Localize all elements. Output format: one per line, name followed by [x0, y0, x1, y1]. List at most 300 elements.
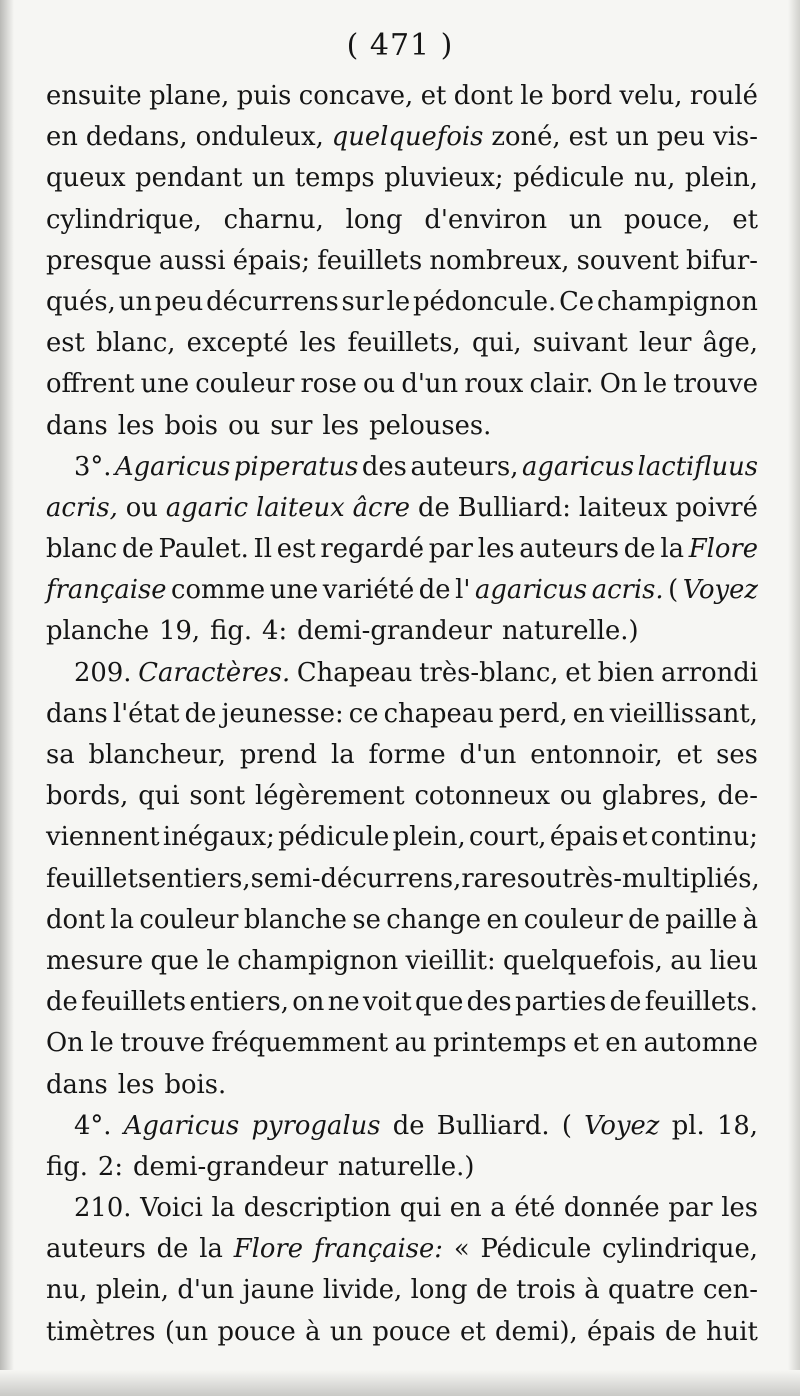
word: 209. [74, 657, 132, 688]
word: et [676, 740, 703, 770]
word: 2: [97, 1151, 124, 1182]
word: de [121, 534, 154, 565]
word: sur [341, 286, 384, 317]
word: ou [529, 863, 563, 894]
word: roulé [689, 81, 758, 111]
italic-word: Agaricus [115, 451, 231, 482]
word: que [150, 945, 199, 976]
word: pouce [372, 1316, 451, 1347]
word: ou [559, 781, 593, 812]
word: la [211, 1193, 236, 1224]
word: donnée [563, 1193, 660, 1224]
word: charnu, [223, 204, 324, 235]
word: blanc, [96, 328, 176, 359]
word: couleur [523, 904, 623, 935]
italic-word: piperatus [233, 451, 359, 482]
word: blancheur, [88, 740, 226, 770]
word: bien [597, 657, 655, 688]
word: livide, [322, 1275, 403, 1306]
word: en [486, 904, 519, 935]
word: demi), [494, 1316, 578, 1347]
text-line [46, 1229, 758, 1270]
word: voit [362, 987, 412, 1018]
word: la [660, 534, 684, 565]
word: les [721, 1193, 758, 1224]
word: couleur [195, 369, 295, 400]
text-line [46, 941, 758, 982]
word: rose [300, 369, 357, 400]
word: de [664, 1316, 697, 1347]
italic-word: Voyez [682, 575, 758, 606]
text-line [46, 776, 758, 817]
word: est [568, 122, 608, 153]
word: puis [236, 81, 292, 111]
word: trois [516, 1275, 576, 1306]
word: nombreux, [429, 245, 570, 276]
italic-word: laiteux [256, 492, 345, 523]
word: des [361, 451, 407, 482]
word: qui [138, 781, 180, 812]
word: timètres [46, 1316, 156, 1347]
word: fréquemment [211, 1028, 389, 1059]
word: de [628, 904, 660, 935]
word: arrondi [661, 657, 758, 688]
italic-word: acris. [591, 575, 664, 606]
italic-word: Flore [233, 1234, 303, 1265]
text-line [46, 200, 758, 241]
word: perd, [498, 698, 568, 729]
word: les [322, 410, 360, 441]
word: demi-grandeur [297, 616, 492, 647]
word: onduleux, [195, 122, 324, 153]
word: un [615, 122, 649, 153]
word: suivant [532, 328, 628, 359]
text-line [46, 488, 758, 529]
text-line [46, 982, 758, 1023]
word: des [466, 987, 512, 1018]
word: velu, [619, 81, 683, 111]
word: de [184, 698, 217, 729]
italic-word: Voyez [584, 1110, 660, 1141]
word: d'un [459, 740, 517, 770]
word: parties [514, 987, 607, 1018]
word: nu, [46, 1275, 88, 1306]
word: épais; [232, 245, 311, 276]
word: comme [171, 575, 266, 606]
word: bord [551, 81, 613, 111]
word: à [305, 1316, 321, 1347]
word: On [599, 369, 638, 400]
word: dans [46, 1069, 108, 1100]
word: Bulliard: [457, 492, 571, 523]
word: les [117, 410, 155, 441]
word: que [414, 987, 464, 1018]
word: de [609, 987, 642, 1018]
text-line [46, 158, 758, 199]
word: d'un [177, 1275, 235, 1306]
word: peu [154, 286, 204, 317]
word: bois. [164, 1069, 227, 1100]
word: dont [453, 81, 513, 111]
word: la [330, 740, 355, 770]
word: (un [164, 1316, 209, 1347]
word: Bulliard. [436, 1110, 550, 1141]
word: entiers, [189, 987, 289, 1018]
italic-word: Caractères. [138, 657, 291, 688]
word: pl. [671, 1110, 705, 1141]
word: poivré [675, 492, 758, 523]
word: cen- [702, 1275, 758, 1306]
word: et [621, 822, 648, 853]
text-line [46, 1065, 758, 1106]
word: trouve [673, 369, 758, 400]
italic-word: Agaricus [123, 1110, 240, 1141]
word: 19, [159, 616, 201, 647]
word: pluvieux; [384, 163, 504, 194]
word: feuillets [81, 987, 187, 1018]
word: semi-décurrens, [250, 863, 462, 894]
word: description [243, 1193, 392, 1224]
word: pelouses. [369, 410, 492, 441]
word: de [392, 1110, 425, 1141]
word: souvent [576, 245, 679, 276]
word: qui, [471, 328, 522, 359]
word: d'environ [424, 204, 548, 235]
page-number: ( 471 ) [346, 28, 454, 63]
word: de [417, 492, 450, 523]
word: un [118, 286, 152, 317]
word: un [252, 163, 286, 194]
italic-word: agaricus [474, 575, 588, 606]
word: bords, [46, 781, 129, 812]
word: ensuite [46, 81, 142, 111]
word: pouce, [623, 204, 711, 235]
word: trouve [120, 1028, 205, 1059]
word: de [418, 575, 451, 606]
word: Chapeau [296, 657, 413, 688]
italic-word: quelquefois [331, 122, 484, 153]
word: vieillissant, [609, 698, 758, 729]
word: « [453, 1234, 470, 1265]
word: 210. [74, 1193, 132, 1224]
word: prend [239, 740, 318, 770]
word: une [269, 575, 319, 606]
word: pédoncule. [412, 286, 557, 317]
word: épais [587, 1316, 656, 1347]
text-line [46, 323, 758, 364]
word: entiers, [151, 863, 251, 894]
text-line [46, 1147, 758, 1188]
word: la [199, 1234, 223, 1265]
word: les [299, 328, 337, 359]
word: leur [638, 328, 692, 359]
word: concave, [298, 81, 414, 111]
word: court, [469, 822, 547, 853]
word: ou [228, 410, 261, 441]
word: continu; [650, 822, 758, 853]
word: fig. [210, 616, 253, 647]
word: et [460, 1316, 486, 1347]
word: ( [668, 575, 679, 606]
word: ou [363, 369, 396, 400]
word: excepté [186, 328, 289, 359]
word: clair. [529, 369, 594, 400]
italic-word: française [46, 575, 167, 606]
page-shadow-left [0, 0, 14, 1396]
text-line [46, 1188, 758, 1229]
word: très-multipliés, [562, 863, 760, 894]
text-line [46, 611, 758, 652]
word: inégaux; [162, 822, 275, 853]
word: de- [717, 781, 758, 812]
word: chapeau [383, 698, 494, 729]
word: quatre [608, 1275, 695, 1306]
word: Il [253, 534, 272, 565]
word: ( [561, 1110, 572, 1141]
word: temps [294, 163, 375, 194]
word: champignon [596, 286, 758, 317]
word: les [117, 1069, 155, 1100]
word: 3°. [74, 451, 112, 482]
word: 4°. [74, 1110, 112, 1141]
word: naturelle.) [337, 1151, 475, 1182]
text-line [46, 1106, 758, 1147]
word: à [584, 1275, 600, 1306]
word: 18, [716, 1110, 758, 1141]
word: naturelle.) [501, 616, 639, 647]
word: peu [656, 122, 706, 153]
word: long [410, 1275, 468, 1306]
word: bifur- [685, 245, 758, 276]
word: de [475, 1275, 508, 1306]
word: ne [327, 987, 360, 1018]
word: jaune [242, 1275, 315, 1306]
word: un [329, 1316, 364, 1347]
word: ce [348, 698, 379, 729]
word: couleur [139, 904, 239, 935]
word: d'un [401, 369, 459, 400]
word: huit [706, 1316, 758, 1347]
word: vieillit: [405, 945, 496, 976]
word: feuillets, [347, 328, 461, 359]
word: dedans, [85, 122, 188, 153]
word: et [420, 81, 447, 111]
word: à [742, 904, 758, 935]
italic-word: agaric [165, 492, 249, 523]
word: épais [549, 822, 619, 853]
text-line [46, 817, 758, 858]
word: de [623, 534, 656, 565]
text-line [46, 447, 758, 488]
word: pendant [135, 163, 243, 194]
word: Voici [140, 1193, 203, 1224]
italic-word: Flore [688, 534, 758, 565]
word: on [292, 987, 325, 1018]
word: l' [455, 575, 471, 606]
text-line [46, 241, 758, 282]
word: On [46, 1028, 84, 1059]
word: la [110, 904, 135, 935]
word: auteurs [46, 1234, 146, 1265]
word: presque [46, 245, 152, 276]
text-line [46, 653, 758, 694]
page-shadow-bottom [0, 1370, 800, 1396]
word: blanche [243, 904, 347, 935]
word: entonnoir, [530, 740, 663, 770]
word: bois [164, 410, 219, 441]
word: mesure [46, 945, 144, 976]
word: décurrens [206, 286, 339, 317]
word: pédicule [278, 822, 390, 853]
word: pouce [217, 1316, 296, 1347]
word: lieu [709, 945, 758, 976]
word: laiteux [578, 492, 668, 523]
word: quelquefois, [503, 945, 663, 976]
word: et [573, 1028, 599, 1059]
italic-word: agaricus [521, 451, 635, 482]
word: vis- [713, 122, 758, 153]
text-line [46, 529, 758, 570]
text-line [46, 1270, 758, 1311]
word: blanc [46, 534, 118, 565]
word: qui [399, 1193, 442, 1224]
text-line [46, 282, 758, 323]
word: automne [643, 1028, 758, 1059]
text-line [46, 694, 758, 735]
word: jeunesse: [221, 698, 344, 729]
word: rares [461, 863, 530, 894]
word: en [46, 122, 78, 153]
word: demi-grandeur [133, 1151, 328, 1182]
word: fig. [46, 1151, 88, 1182]
word: qués, [46, 286, 116, 317]
word: très-blanc, [419, 657, 559, 688]
word: sur [270, 410, 313, 441]
italic-word: pyrogalus [251, 1110, 381, 1141]
word: Paulet. [158, 534, 249, 565]
word: printemps [433, 1028, 567, 1059]
word: dont [46, 904, 106, 935]
word: cylindrique, [46, 204, 202, 235]
italic-word: acris, [46, 492, 118, 523]
word: en [605, 1028, 638, 1059]
italic-word: âcre [352, 492, 411, 523]
word: le [90, 1028, 114, 1059]
word: plane, [149, 81, 230, 111]
word: le [520, 81, 544, 111]
word: aussi [158, 245, 226, 276]
word: un [568, 204, 603, 235]
word: Pédicule [480, 1234, 592, 1265]
word: été [514, 1193, 556, 1224]
word: zoné, [491, 122, 561, 153]
word: viennent [46, 822, 160, 853]
text-line [46, 859, 758, 900]
word: et [565, 657, 591, 688]
text-line [46, 1023, 758, 1064]
word: légèrement [255, 781, 405, 812]
word: au [670, 945, 703, 976]
word: ou [125, 492, 158, 523]
word: sa [46, 740, 75, 770]
word: variété [322, 575, 415, 606]
text-line [46, 570, 758, 611]
word: le [643, 369, 668, 400]
word: feuillets. [644, 987, 758, 1018]
word: paille [665, 904, 738, 935]
word: une [140, 369, 190, 400]
word: Ce [559, 286, 595, 317]
text-line [46, 900, 758, 941]
word: dans [46, 410, 108, 441]
word: roux [464, 369, 524, 400]
word: offrent [46, 369, 135, 400]
word: feuillets [46, 863, 152, 894]
word: est [46, 328, 85, 359]
text-line [46, 406, 758, 447]
word: au [394, 1028, 427, 1059]
body-text [46, 76, 758, 1353]
word: plein, [392, 822, 466, 853]
word: a [490, 1193, 506, 1224]
word: le [206, 945, 230, 976]
word: pédicule [513, 163, 625, 194]
text-line [46, 76, 758, 117]
word: ses [716, 740, 758, 770]
word: se [352, 904, 381, 935]
word: champignon [237, 945, 399, 976]
word: auteurs [519, 534, 620, 565]
word: âge, [702, 328, 758, 359]
word: regardé [320, 534, 424, 565]
word: cylindrique, [602, 1234, 758, 1265]
word: de [156, 1234, 189, 1265]
word: sont [189, 781, 246, 812]
word: feuillets [317, 245, 423, 276]
word: en [572, 698, 605, 729]
text-line [46, 1312, 758, 1353]
word: dans [46, 698, 108, 729]
word: de [46, 987, 78, 1018]
word: forme [368, 740, 446, 770]
word: cotonneux [414, 781, 551, 812]
word: et [732, 204, 758, 235]
word: plein, [684, 163, 758, 194]
word: est [276, 534, 316, 565]
word: long [345, 204, 403, 235]
word: change [386, 904, 482, 935]
word: les [477, 534, 515, 565]
word: par [428, 534, 473, 565]
word: l'état [112, 698, 180, 729]
word: 4: [262, 616, 288, 647]
word: en [449, 1193, 482, 1224]
word: planche [46, 616, 150, 647]
word: le [386, 286, 411, 317]
word: nu, [633, 163, 676, 194]
text-line [46, 735, 758, 776]
word: glabres, [601, 781, 708, 812]
italic-word: française: [313, 1234, 443, 1265]
italic-word: lactifluus [637, 451, 758, 482]
page-shadow-right [788, 0, 800, 1396]
text-line [46, 117, 758, 158]
word: par [668, 1193, 713, 1224]
word: auteurs, [410, 451, 519, 482]
word: plein, [95, 1275, 169, 1306]
text-line [46, 364, 758, 405]
word: queux [46, 163, 126, 194]
